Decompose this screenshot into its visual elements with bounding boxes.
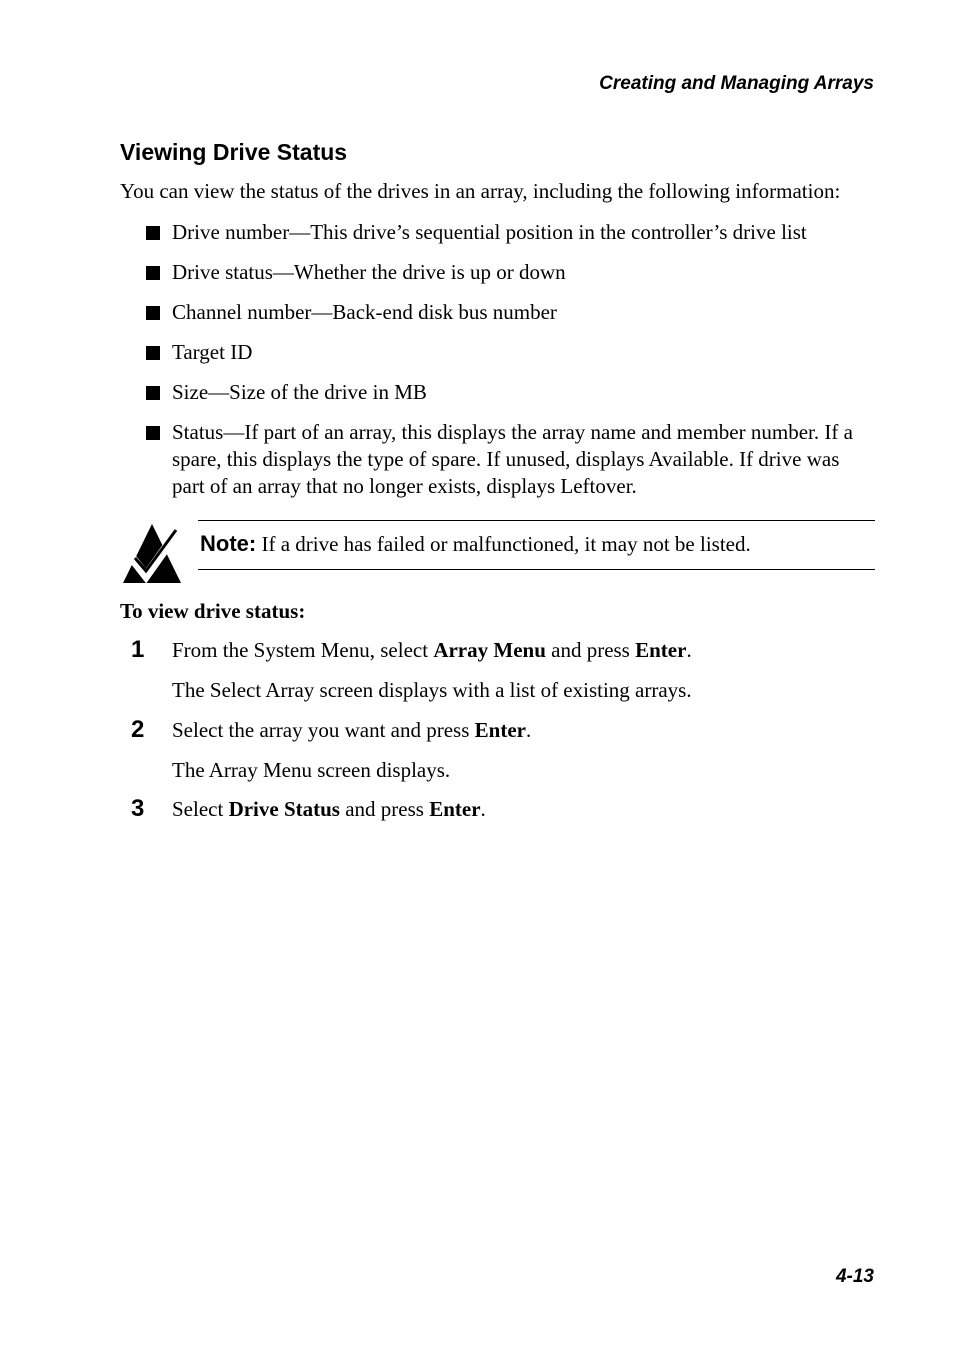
list-item	[146, 219, 876, 246]
square-bullet-icon	[146, 266, 160, 280]
list-item	[146, 299, 876, 326]
key-name: Enter	[474, 718, 526, 742]
step-text-part: and press	[339, 797, 430, 821]
step-text-part: .	[686, 638, 692, 662]
procedure-title: To view drive status:	[120, 599, 306, 623]
list-item	[146, 419, 876, 500]
intro-paragraph: You can view the status of the drives in an array, including the following information:	[120, 179, 841, 203]
step-text	[172, 638, 692, 663]
list-item-text: Target ID	[172, 340, 253, 364]
step-text-part: Select	[172, 797, 229, 821]
step-text	[172, 797, 486, 822]
step-number: 1	[131, 636, 145, 663]
running-header: Creating and Managing Arrays	[599, 73, 874, 94]
list-item	[146, 259, 876, 286]
drive-info-list	[146, 219, 876, 513]
page-number: 4-13	[835, 1266, 874, 1287]
step-number: 3	[131, 795, 145, 822]
list-item-text: Drive number—This drive’s sequential position in the controller’s drive list	[172, 220, 807, 244]
note-text	[200, 531, 751, 557]
square-bullet-icon	[146, 386, 160, 400]
menu-item-name: Drive Status	[228, 797, 340, 821]
note-body: If a drive has failed or malfunctioned, it may not be listed.	[261, 532, 751, 556]
square-bullet-icon	[146, 306, 160, 320]
step-text-part: Select the array you want and press	[172, 718, 475, 742]
list-item	[146, 379, 876, 406]
section-title: Viewing Drive Status	[120, 139, 348, 165]
step-text-part: .	[525, 718, 532, 742]
step-text-part: From the System Menu, select	[172, 638, 434, 662]
step-text-part: .	[480, 797, 486, 821]
list-item-text: Drive status—Whether the drive is up or down	[172, 260, 566, 284]
step-result: The Array Menu screen displays.	[172, 758, 451, 782]
menu-name: Array Menu	[433, 638, 546, 662]
list-item	[146, 339, 876, 366]
list-item-text: Status—If part of an array, this displays the array name and member number. If a spare, this displays the type of spare. If unused, displays Available. If drive was part of an array that no longer exists, displays Leftover.	[172, 420, 853, 498]
key-name: Enter	[429, 797, 481, 821]
checkmark-triangle-icon	[122, 522, 182, 584]
step-number: 2	[131, 716, 145, 743]
note-box	[198, 520, 875, 570]
step-text-part: and press	[545, 638, 636, 662]
square-bullet-icon	[146, 426, 160, 440]
list-item-text: Channel number—Back-end disk bus number	[172, 300, 557, 324]
key-name: Enter	[635, 638, 687, 662]
square-bullet-icon	[146, 346, 160, 360]
list-item-text: Size—Size of the drive in MB	[172, 380, 427, 404]
step-text	[172, 718, 531, 743]
square-bullet-icon	[146, 226, 160, 240]
step-result: The Select Array screen displays with a list of existing arrays.	[172, 678, 692, 702]
note-label: Note:	[200, 531, 257, 556]
